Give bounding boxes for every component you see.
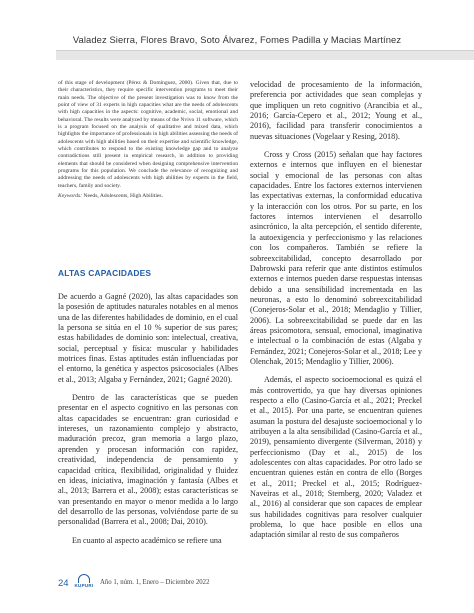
keywords-line bbox=[58, 193, 238, 200]
section-heading: ALTAS CAPACIDADES bbox=[58, 268, 152, 278]
paragraph-continued: velocidad de procesamiento de la información, preferencia por actividades que sean complejas y que impliquen un reto cognitivo (Arancibia et al., 2016; García-Cepero et al., 2012; Young et al., 2016), facilidad para transferir conocimientos a nuevas situaciones (Vogelaar y Resing, 2018). bbox=[250, 80, 422, 141]
right-column-body bbox=[250, 80, 422, 541]
running-header: Valadez Sierra, Flores Bravo, Soto Álvarez, Fomes Padilla y Macias Martínez bbox=[72, 34, 402, 45]
sun-logo-icon bbox=[78, 574, 90, 583]
keywords-list: Needs, Adolescents, High Abilities. bbox=[82, 193, 163, 200]
page-number: 24 bbox=[58, 578, 69, 589]
journal-logo bbox=[72, 574, 96, 590]
header-band bbox=[56, 50, 474, 60]
header-rule bbox=[56, 50, 474, 51]
paragraph-factors: Cross y Cross (2015) señalan que hay factores externos e internos que influyen en el bienestar social y emocional de las personas con altas capacidades. Entre los factores externos intervienen las expectativas externas, la conformidad educativa y la interacción con los otros. Por su parte, en los factores internos intervienen el desarrollo asincrónico, la alta percepción, el sentido diferente, la autoexigencia y perfeccionismo y las relaciones con los compañeros. También se refiere la sobreexcitabilidad, concepto desarrollado por Dabrowski para referir que ante distintos estímulos externos e internos pueden darse respuestas intensas debido a una sensibilidad incrementada en las neuronas, a esto lo denominó sobreexcitabilidad (Conejeros-Solar et al., 2018; Mendaglio y Tillier, 2006). La sobreexcitabilidad se puede dar en las áreas psicomotora, sensual, emocional, imaginativa e intelectual o la combinación de estas (Algaba y Fernández, 2021; Conejeros-Solar et al., 2018; Lee y Olenchak, 2015; Mendaglio y Tillier, 2006). bbox=[250, 150, 422, 366]
left-column-body bbox=[58, 292, 238, 546]
logo-text: KUPURI bbox=[74, 583, 94, 588]
paragraph-3: En cuanto al aspecto académico se refiere una bbox=[72, 535, 222, 545]
keywords-label: Keywords: bbox=[58, 193, 83, 200]
paragraph-1: De acuerdo a Gagné (2020), las altas capacidades son la posesión de aptitudes naturales notables en al menos una de las diferentes habilidades de dominio, en el cual la persona se sitúa en el 10 % superior de sus pares; estas habilidades de dominio son: intelectual, creativa, social, perceptual y física: muscular y habilidades motrices finas. Estas aptitudes están influenciadas por el entorno, la genética y aspectos psicosociales (Albes et al., 2013; Algaba y Fernández, 2021; Gagné 2020). bbox=[58, 292, 238, 384]
paragraph-2: Dentro de las características que se pueden presentar en el aspecto cognitivo en las personas con altas capacidades se encuentran: gran curiosidad e intereses, un razonamiento complejo y abstracto, maduración precoz, gran memoria a largo plazo, aprenden y procesan información con rapidez, creatividad, independencia de pensamiento y capacidad crítica, flexibilidad, originalidad y fluidez en ideas, iniciativa, imaginación y fantasía (Albes et al., 2013; Barrera et al., 2008); estas características se van presentando en mayor o menor medida a lo largo del desarrollo de las personas, volviéndose parte de su personalidad (Barrera et al., 2008; Dai, 2010). bbox=[58, 393, 238, 527]
journal-info: Año 1, núm. 1, Enero – Diciembre 2022 bbox=[100, 579, 210, 586]
abstract-text: of this stage of development (Pérez & Domínguez, 2000). Given that, due to their characteristics, they require specific intervention programs to meet their main needs. The objective of the present investigation was to know from the point of view of 31 experts in high capacities what are the needs of adolescents with high capacities in the aspects: cognitive, academic, social, emotional and behavioral. The results were analyzed by means of the Nvivo 11 software, which is a program focused on the analysis of qualitative and mixed data, which highlights the importance of professionals in high abilities assessing the needs of adolescents with high abilities based on their expertise and scientific knowledge, which contributes to respond to the existing knowledge gap and to analyze contradictions still present in empirical research, in addition to providing elements that should be considered when designing comprehensive intervention programs for this population. We conclude the relevance of recognizing and addressing the needs of adolescents with high abilities by experts in the field, teachers, family and society. bbox=[58, 80, 238, 189]
paragraph-socioemotional: Además, el aspecto socioemocional es quizá el más controvertido, ya que hay diversas opiniones respecto a ello (Casino-García et al., 2021; Preckel et al., 2015). Por una parte, se encuentran quienes asuman la postura del desajuste socioemocional y lo atribuyen a la alta sensibilidad (Casino-García et al., 2019), pensamiento divergente (Silverman, 2018) y perfeccionismo (Day et al., 2015) de los adolescentes con altas capacidades. Por otro lado se encuentran quienes están en contra de ello (Borges et al., 2011; Preckel et al., 2015; Rodríguez-Naveiras et al., 2018; Sternberg, 2020; Valadez et al., 2016) al considerar que son capaces de emplear sus habilidades cognitivas para resolver cualquier problema, lo que hace posible en ellos una adaptación similar al resto de sus compañeros bbox=[250, 375, 422, 540]
abstract-block bbox=[58, 80, 238, 201]
